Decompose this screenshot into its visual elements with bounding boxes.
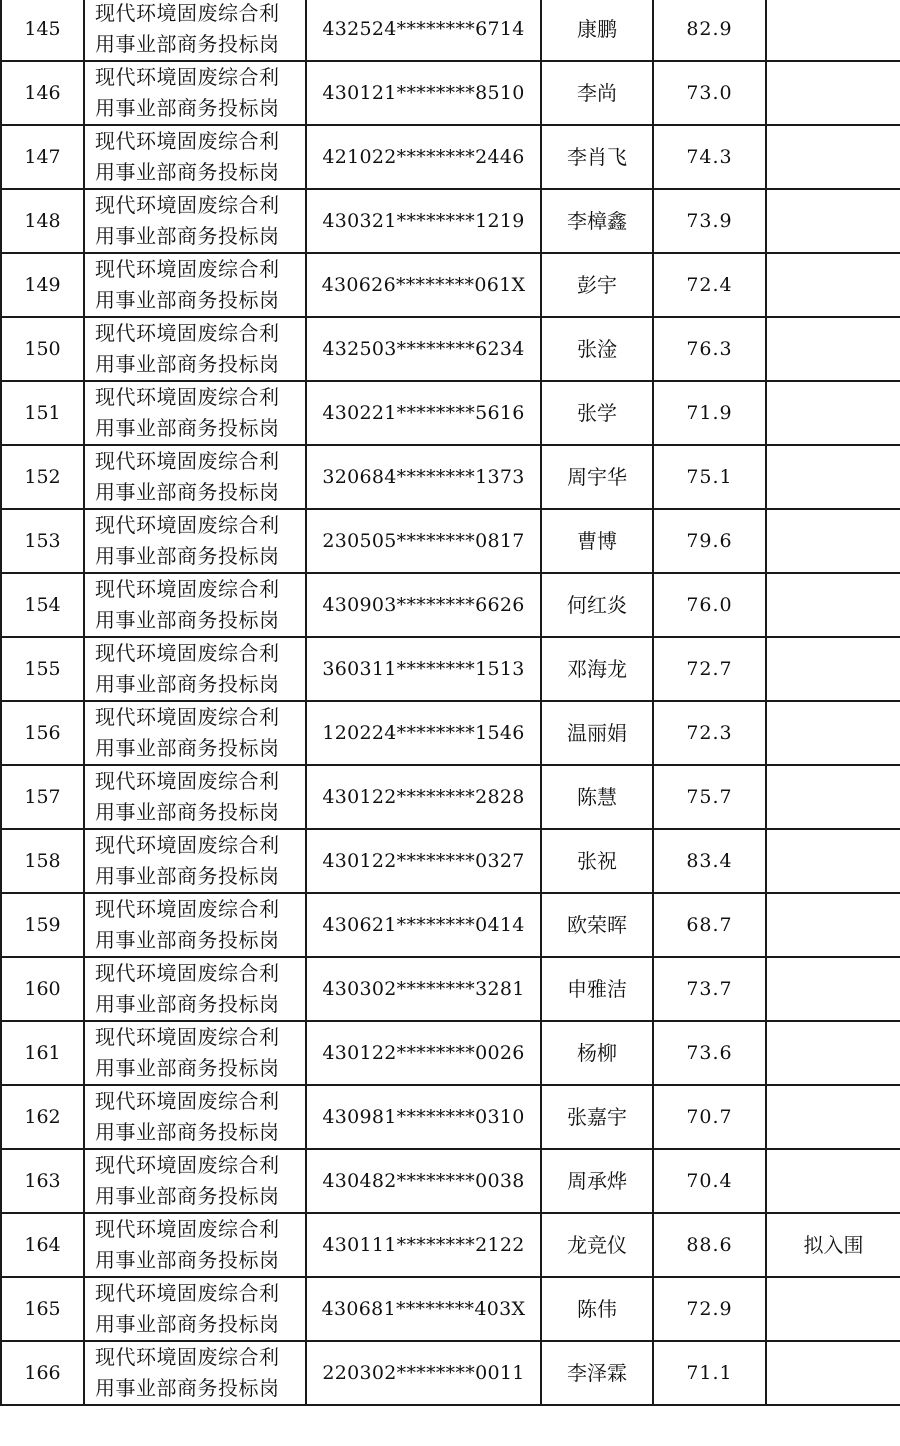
score-cell: 88.6 (653, 1213, 766, 1277)
row-number-cell: 159 (1, 893, 84, 957)
candidate-name-cell: 张祝 (541, 829, 653, 893)
candidate-name-cell: 龙竞仪 (541, 1213, 653, 1277)
candidate-name-cell: 周宇华 (541, 445, 653, 509)
candidate-name-cell: 周承烨 (541, 1149, 653, 1213)
score-cell: 76.0 (653, 573, 766, 637)
score-cell: 68.7 (653, 893, 766, 957)
table-row (1, 893, 900, 957)
row-number-cell: 153 (1, 509, 84, 573)
position-unit-cell (84, 573, 306, 637)
table-row (1, 1341, 900, 1405)
score-cell: 75.1 (653, 445, 766, 509)
table-row (1, 765, 900, 829)
position-unit-cell (84, 61, 306, 125)
table-row (1, 125, 900, 189)
score-cell: 71.1 (653, 1341, 766, 1405)
table-row (1, 1277, 900, 1341)
position-unit-cell (84, 381, 306, 445)
row-number-cell: 152 (1, 445, 84, 509)
score-cell: 74.3 (653, 125, 766, 189)
candidate-name-cell: 李泽霖 (541, 1341, 653, 1405)
position-unit: 现代环境固废综合利用事业部商务投标岗 (95, 705, 280, 760)
position-unit-cell (84, 1213, 306, 1277)
candidate-name-cell: 邓海龙 (541, 637, 653, 701)
position-unit: 现代环境固废综合利用事业部商务投标岗 (95, 577, 280, 632)
remark-cell (766, 573, 900, 637)
position-unit-cell (84, 1085, 306, 1149)
table-row (1, 317, 900, 381)
table-row (1, 0, 900, 61)
remark-cell (766, 445, 900, 509)
score-cell: 75.7 (653, 765, 766, 829)
position-unit-cell (84, 893, 306, 957)
position-unit-cell (84, 1341, 306, 1405)
row-number-cell: 163 (1, 1149, 84, 1213)
score-cell: 76.3 (653, 317, 766, 381)
remark-cell (766, 1021, 900, 1085)
table-row (1, 573, 900, 637)
remark-cell (766, 1277, 900, 1341)
position-unit: 现代环境固废综合利用事业部商务投标岗 (95, 1153, 280, 1208)
score-cell: 70.4 (653, 1149, 766, 1213)
id-number-cell: 430121********8510 (306, 61, 541, 125)
id-number-cell: 120224********1546 (306, 701, 541, 765)
position-unit-cell (84, 0, 306, 61)
score-cell: 72.7 (653, 637, 766, 701)
table-row (1, 957, 900, 1021)
table-row (1, 701, 900, 765)
row-number-cell: 155 (1, 637, 84, 701)
candidate-name-cell: 康鹏 (541, 0, 653, 61)
position-unit: 现代环境固废综合利用事业部商务投标岗 (95, 1281, 280, 1336)
remark-cell (766, 189, 900, 253)
position-unit: 现代环境固废综合利用事业部商务投标岗 (95, 385, 280, 440)
table-row (1, 189, 900, 253)
position-unit: 现代环境固废综合利用事业部商务投标岗 (95, 449, 280, 504)
position-unit-cell (84, 637, 306, 701)
id-number-cell: 320684********1373 (306, 445, 541, 509)
table-row (1, 61, 900, 125)
remark-cell (766, 61, 900, 125)
remark-cell (766, 1149, 900, 1213)
candidate-name-cell: 李尚 (541, 61, 653, 125)
row-number-cell: 148 (1, 189, 84, 253)
candidate-name-cell: 温丽娟 (541, 701, 653, 765)
table-row (1, 381, 900, 445)
remark-cell (766, 637, 900, 701)
candidate-name-cell: 陈慧 (541, 765, 653, 829)
row-number-cell: 165 (1, 1277, 84, 1341)
id-number-cell: 430302********3281 (306, 957, 541, 1021)
remark-cell (766, 381, 900, 445)
id-number-cell: 430681********403X (306, 1277, 541, 1341)
table-row (1, 829, 900, 893)
remark-cell (766, 317, 900, 381)
remark-cell: 拟入围 (766, 1213, 900, 1277)
row-number-cell: 146 (1, 61, 84, 125)
table-row (1, 253, 900, 317)
position-unit-cell (84, 829, 306, 893)
candidate-name-cell: 张学 (541, 381, 653, 445)
score-cell: 72.4 (653, 253, 766, 317)
candidate-name-cell: 李肖飞 (541, 125, 653, 189)
score-cell: 72.9 (653, 1277, 766, 1341)
table-row (1, 1085, 900, 1149)
position-unit-cell (84, 317, 306, 381)
id-number-cell: 432503********6234 (306, 317, 541, 381)
row-number-cell: 166 (1, 1341, 84, 1405)
candidate-name-cell: 何红炎 (541, 573, 653, 637)
table-row (1, 1021, 900, 1085)
row-number-cell: 157 (1, 765, 84, 829)
row-number-cell: 160 (1, 957, 84, 1021)
id-number-cell: 421022********2446 (306, 125, 541, 189)
id-number-cell: 430981********0310 (306, 1085, 541, 1149)
score-cell: 70.7 (653, 1085, 766, 1149)
remark-cell (766, 701, 900, 765)
id-number-cell: 430221********5616 (306, 381, 541, 445)
candidate-name-cell: 彭宇 (541, 253, 653, 317)
row-number-cell: 156 (1, 701, 84, 765)
id-number-cell: 430621********0414 (306, 893, 541, 957)
position-unit: 现代环境固废综合利用事业部商务投标岗 (95, 1089, 280, 1144)
score-cell: 73.0 (653, 61, 766, 125)
position-unit: 现代环境固废综合利用事业部商务投标岗 (95, 897, 280, 952)
position-unit: 现代环境固废综合利用事业部商务投标岗 (95, 961, 280, 1016)
score-cell: 72.3 (653, 701, 766, 765)
remark-cell (766, 509, 900, 573)
row-number-cell: 147 (1, 125, 84, 189)
id-number-cell: 432524********6714 (306, 0, 541, 61)
position-unit: 现代环境固废综合利用事业部商务投标岗 (95, 769, 280, 824)
row-number-cell: 151 (1, 381, 84, 445)
position-unit: 现代环境固废综合利用事业部商务投标岗 (95, 1025, 280, 1080)
candidate-name-cell: 张嘉宇 (541, 1085, 653, 1149)
id-number-cell: 220302********0011 (306, 1341, 541, 1405)
position-unit-cell (84, 957, 306, 1021)
id-number-cell: 430321********1219 (306, 189, 541, 253)
position-unit-cell (84, 1149, 306, 1213)
position-unit: 现代环境固废综合利用事业部商务投标岗 (95, 193, 280, 248)
remark-cell (766, 0, 900, 61)
table-row (1, 1213, 900, 1277)
remark-cell (766, 1341, 900, 1405)
remark-cell (766, 765, 900, 829)
score-cell: 73.6 (653, 1021, 766, 1085)
position-unit-cell (84, 445, 306, 509)
table-row (1, 1149, 900, 1213)
row-number-cell: 164 (1, 1213, 84, 1277)
score-cell: 83.4 (653, 829, 766, 893)
position-unit-cell (84, 509, 306, 573)
row-number-cell: 145 (1, 0, 84, 61)
row-number-cell: 149 (1, 253, 84, 317)
position-unit-cell (84, 189, 306, 253)
candidate-name-cell: 曹博 (541, 509, 653, 573)
candidate-table-body (1, 0, 900, 1405)
position-unit: 现代环境固废综合利用事业部商务投标岗 (95, 1217, 280, 1272)
remark-cell (766, 253, 900, 317)
candidate-name-cell: 李樟鑫 (541, 189, 653, 253)
position-unit-cell (84, 1021, 306, 1085)
candidate-name-cell: 张淦 (541, 317, 653, 381)
id-number-cell: 230505********0817 (306, 509, 541, 573)
remark-cell (766, 125, 900, 189)
remark-cell (766, 893, 900, 957)
score-cell: 73.9 (653, 189, 766, 253)
candidate-name-cell: 杨柳 (541, 1021, 653, 1085)
position-unit: 现代环境固废综合利用事业部商务投标岗 (95, 641, 280, 696)
position-unit-cell (84, 765, 306, 829)
score-cell: 71.9 (653, 381, 766, 445)
position-unit: 现代环境固废综合利用事业部商务投标岗 (95, 257, 280, 312)
row-number-cell: 161 (1, 1021, 84, 1085)
row-number-cell: 162 (1, 1085, 84, 1149)
id-number-cell: 430626********061X (306, 253, 541, 317)
row-number-cell: 154 (1, 573, 84, 637)
id-number-cell: 430122********2828 (306, 765, 541, 829)
remark-cell (766, 829, 900, 893)
id-number-cell: 430122********0327 (306, 829, 541, 893)
position-unit: 现代环境固废综合利用事业部商务投标岗 (95, 129, 280, 184)
score-cell: 73.7 (653, 957, 766, 1021)
candidate-name-cell: 欧荣晖 (541, 893, 653, 957)
position-unit: 现代环境固废综合利用事业部商务投标岗 (95, 833, 280, 888)
row-number-cell: 158 (1, 829, 84, 893)
score-cell: 79.6 (653, 509, 766, 573)
id-number-cell: 430122********0026 (306, 1021, 541, 1085)
position-unit: 现代环境固废综合利用事业部商务投标岗 (95, 65, 280, 120)
candidate-name-cell: 申雅洁 (541, 957, 653, 1021)
table-row (1, 637, 900, 701)
score-cell: 82.9 (653, 0, 766, 61)
id-number-cell: 430111********2122 (306, 1213, 541, 1277)
position-unit-cell (84, 125, 306, 189)
id-number-cell: 360311********1513 (306, 637, 541, 701)
position-unit: 现代环境固废综合利用事业部商务投标岗 (95, 1, 280, 56)
remark-cell (766, 1085, 900, 1149)
row-number-cell: 150 (1, 317, 84, 381)
candidate-name-cell: 陈伟 (541, 1277, 653, 1341)
position-unit: 现代环境固废综合利用事业部商务投标岗 (95, 321, 280, 376)
position-unit-cell (84, 1277, 306, 1341)
id-number-cell: 430482********0038 (306, 1149, 541, 1213)
id-number-cell: 430903********6626 (306, 573, 541, 637)
position-unit: 现代环境固废综合利用事业部商务投标岗 (95, 1345, 280, 1400)
remark-cell (766, 957, 900, 1021)
position-unit-cell (84, 253, 306, 317)
position-unit: 现代环境固废综合利用事业部商务投标岗 (95, 513, 280, 568)
position-unit-cell (84, 701, 306, 765)
table-row (1, 445, 900, 509)
table-row (1, 509, 900, 573)
